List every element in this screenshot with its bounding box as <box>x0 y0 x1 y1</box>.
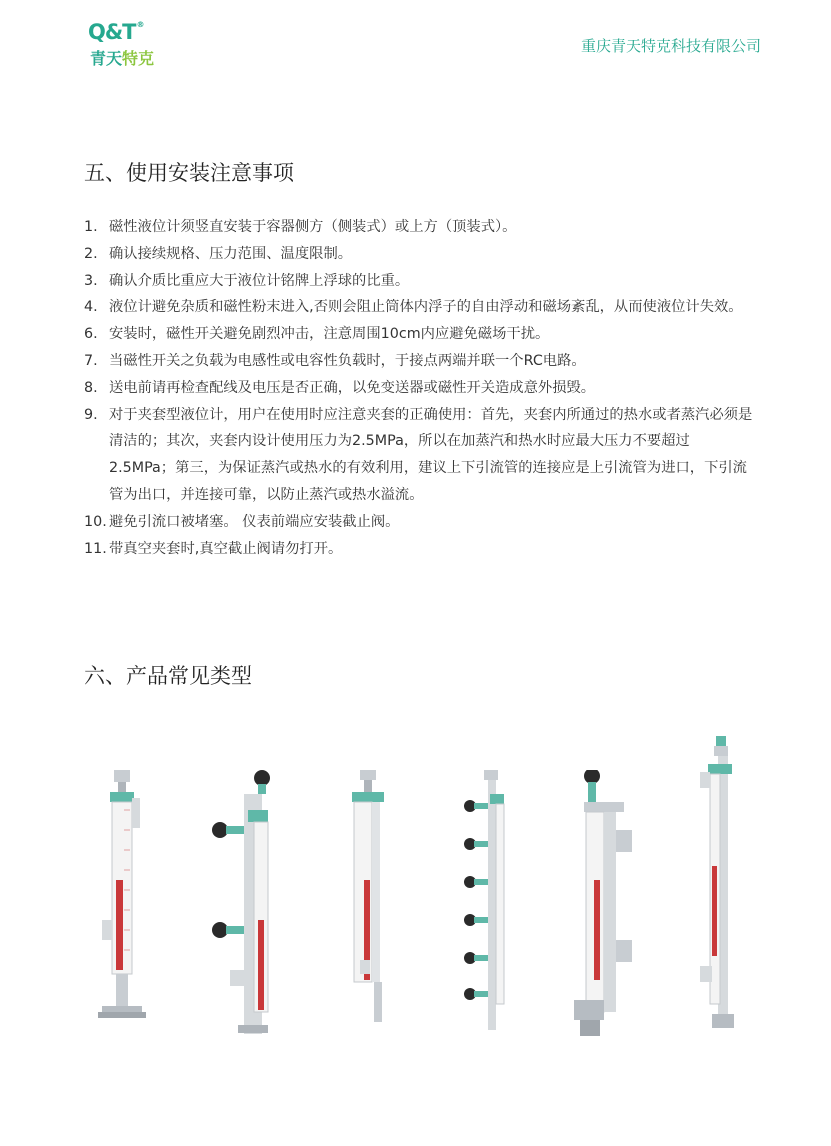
note-number: 1. <box>84 219 98 235</box>
note-item <box>84 536 754 563</box>
product-gauge-tall-top-mount <box>696 736 746 1036</box>
note-text: 避免引流口被堵塞。 仪表前端应安装截止阀。 <box>109 513 400 530</box>
product-gauge-side-mount <box>94 770 154 1030</box>
note-item <box>84 509 754 536</box>
note-number: 11. <box>84 540 107 557</box>
note-text: 送电前请再检查配线及电压是否正确，以免变送器或磁性开关造成意外损毁。 <box>109 379 596 396</box>
company-logo <box>88 20 178 68</box>
note-number: 10. <box>84 513 107 530</box>
note-item <box>84 402 754 509</box>
product-images <box>80 720 760 1040</box>
note-item <box>84 241 754 268</box>
section-title-product-types: 六、产品常见类型 <box>84 664 252 688</box>
note-number: 3. <box>84 272 98 289</box>
note-text: 对于夹套型液位计，用户在使用时应注意夹套的正确使用：首先，夹套内所通过的热水或者蒸汽必须是清洁的；其次，夹套内设计使用压力为2.5MPa，所以在加蒸汽和热水时应最大压力不要超过2.5MPa；第三，为保证蒸汽或热水的有效利用，建议上下引流管的连接应是上引流管为进口，下引流管为出口，并连接可靠，以防止蒸汽或热水溢流。 <box>109 406 753 503</box>
note-number: 4. <box>84 299 98 316</box>
note-item <box>84 268 754 295</box>
note-text: 带真空夹套时,真空截止阀请勿打开。 <box>109 540 343 557</box>
note-text: 液位计避免杂质和磁性粉末进入,否则会阻止筒体内浮子的自由浮动和磁场紊乱，从而使液位计失效。 <box>109 299 743 316</box>
note-item <box>84 348 754 375</box>
note-item <box>84 321 754 348</box>
note-number: 6. <box>84 326 98 343</box>
note-number: 2. <box>84 245 98 262</box>
page-header <box>0 0 831 80</box>
company-name: 重庆青天特克科技有限公司 <box>580 37 761 55</box>
product-gauge-flanged <box>570 770 640 1040</box>
note-item <box>84 214 754 241</box>
product-gauge-with-valves <box>208 770 288 1040</box>
note-item <box>84 375 754 402</box>
note-text: 安装时，磁性开关避免剧烈冲击，注意周围10cm内应避免磁场干扰。 <box>109 326 550 343</box>
section-title-installation-notes: 五、使用安装注意事项 <box>84 161 294 185</box>
logo-mark: Q&T® <box>88 20 144 44</box>
note-number: 7. <box>84 352 98 369</box>
note-number: 8. <box>84 379 98 396</box>
product-gauge-top-mount <box>348 770 388 1030</box>
note-item <box>84 294 754 321</box>
logo-text: 青天特克 <box>90 49 155 68</box>
note-text: 确认接续规格、压力范围、温度限制。 <box>109 245 353 262</box>
note-text: 当磁性开关之负载为电感性或电容性负载时，于接点两端并联一个RC电路。 <box>109 352 586 369</box>
note-number: 9. <box>84 406 98 423</box>
installation-notes-list <box>84 214 754 562</box>
note-text: 确认介质比重应大于液位计铭牌上浮球的比重。 <box>109 272 410 289</box>
product-gauge-multi-switch <box>462 770 512 1030</box>
note-text: 磁性液位计须竖直安装于容器侧方（侧装式）或上方（顶装式）。 <box>109 219 517 235</box>
